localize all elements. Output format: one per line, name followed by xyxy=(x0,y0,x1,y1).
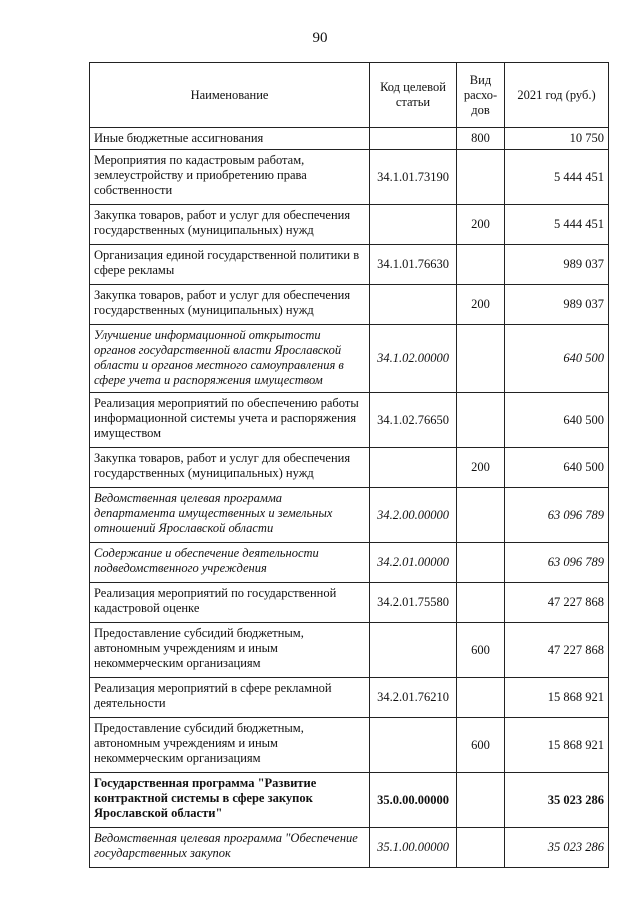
row-type-cell xyxy=(457,325,505,393)
page-number: 90 xyxy=(312,30,328,46)
row-type-cell: 600 xyxy=(457,623,505,678)
row-amount-cell: 640 500 xyxy=(505,393,609,448)
row-type-cell xyxy=(457,773,505,828)
row-code-cell xyxy=(370,623,457,678)
row-type-cell xyxy=(457,393,505,448)
row-code-cell: 34.1.01.73190 xyxy=(370,150,457,205)
row-amount-cell: 15 868 921 xyxy=(505,718,609,773)
table-row xyxy=(90,128,609,150)
row-code-cell: 34.2.01.75580 xyxy=(370,583,457,623)
row-type-cell xyxy=(457,543,505,583)
row-type-cell xyxy=(457,150,505,205)
table-header-row xyxy=(90,63,609,128)
row-amount-cell: 47 227 868 xyxy=(505,623,609,678)
row-name-cell: Содержание и обеспечение деятельности подведомственного учреждения xyxy=(90,543,370,583)
table-row xyxy=(90,718,609,773)
row-name-cell: Предоставление субсидий бюджетным, автономным учреждениям и иным некоммерческим организациям xyxy=(90,623,370,678)
row-type-cell: 200 xyxy=(457,205,505,245)
row-code-cell: 34.2.01.76210 xyxy=(370,678,457,718)
row-amount-cell: 5 444 451 xyxy=(505,150,609,205)
table-row xyxy=(90,245,609,285)
table-row xyxy=(90,828,609,868)
table-row xyxy=(90,678,609,718)
table-row xyxy=(90,393,609,448)
header-type: Вид расхо-дов xyxy=(457,63,505,128)
row-name-cell: Предоставление субсидий бюджетным, автономным учреждениям и иным некоммерческим организациям xyxy=(90,718,370,773)
table-row xyxy=(90,325,609,393)
row-type-cell: 800 xyxy=(457,128,505,150)
table-row xyxy=(90,488,609,543)
table-row xyxy=(90,150,609,205)
row-code-cell: 34.2.01.00000 xyxy=(370,543,457,583)
row-name-cell: Реализация мероприятий в сфере рекламной деятельности xyxy=(90,678,370,718)
row-name-cell: Ведомственная целевая программа "Обеспечение государственных закупок xyxy=(90,828,370,868)
row-amount-cell: 47 227 868 xyxy=(505,583,609,623)
row-name-cell: Реализация мероприятий по обеспечению работы информационной системы учета и распоряжения имуществом xyxy=(90,393,370,448)
table-body xyxy=(90,128,609,868)
row-code-cell xyxy=(370,448,457,488)
table-row xyxy=(90,773,609,828)
row-amount-cell: 989 037 xyxy=(505,285,609,325)
row-type-cell: 600 xyxy=(457,718,505,773)
row-amount-cell: 35 023 286 xyxy=(505,773,609,828)
row-code-cell: 35.1.00.00000 xyxy=(370,828,457,868)
row-type-cell xyxy=(457,583,505,623)
row-code-cell: 34.1.02.76650 xyxy=(370,393,457,448)
row-name-cell: Закупка товаров, работ и услуг для обеспечения государственных (муниципальных) нужд xyxy=(90,285,370,325)
row-code-cell xyxy=(370,205,457,245)
row-amount-cell: 35 023 286 xyxy=(505,828,609,868)
row-name-cell: Мероприятия по кадастровым работам, землеустройству и приобретению права собственности xyxy=(90,150,370,205)
row-code-cell xyxy=(370,285,457,325)
row-name-cell: Закупка товаров, работ и услуг для обеспечения государственных (муниципальных) нужд xyxy=(90,205,370,245)
table-row xyxy=(90,583,609,623)
row-amount-cell: 989 037 xyxy=(505,245,609,285)
row-name-cell: Организация единой государственной политики в сфере рекламы xyxy=(90,245,370,285)
row-code-cell xyxy=(370,128,457,150)
row-amount-cell: 15 868 921 xyxy=(505,678,609,718)
row-amount-cell: 63 096 789 xyxy=(505,543,609,583)
row-code-cell: 34.1.02.00000 xyxy=(370,325,457,393)
row-name-cell: Ведомственная целевая программа департамента имущественных и земельных отношений Ярославской области xyxy=(90,488,370,543)
row-name-cell: Закупка товаров, работ и услуг для обеспечения государственных (муниципальных) нужд xyxy=(90,448,370,488)
header-name: Наименование xyxy=(90,63,370,128)
row-amount-cell: 63 096 789 xyxy=(505,488,609,543)
row-name-cell: Иные бюджетные ассигнования xyxy=(90,128,370,150)
budget-table xyxy=(89,62,609,868)
row-code-cell: 35.0.00.00000 xyxy=(370,773,457,828)
table-row xyxy=(90,448,609,488)
row-code-cell: 34.2.00.00000 xyxy=(370,488,457,543)
row-type-cell: 200 xyxy=(457,448,505,488)
row-name-cell: Государственная программа "Развитие контрактной системы в сфере закупок Ярославской области" xyxy=(90,773,370,828)
row-amount-cell: 640 500 xyxy=(505,325,609,393)
table-row xyxy=(90,543,609,583)
row-amount-cell: 10 750 xyxy=(505,128,609,150)
header-amount: 2021 год (руб.) xyxy=(505,63,609,128)
row-name-cell: Улучшение информационной открытости органов государственной власти Ярославской области и органов местного самоуправления в сфере учета и распоряжения имуществом xyxy=(90,325,370,393)
row-type-cell xyxy=(457,828,505,868)
row-amount-cell: 5 444 451 xyxy=(505,205,609,245)
row-code-cell xyxy=(370,718,457,773)
header-code: Код целевой статьи xyxy=(370,63,457,128)
table-row xyxy=(90,285,609,325)
row-type-cell xyxy=(457,245,505,285)
row-amount-cell: 640 500 xyxy=(505,448,609,488)
row-type-cell xyxy=(457,488,505,543)
table-row xyxy=(90,623,609,678)
row-name-cell: Реализация мероприятий по государственной кадастровой оценке xyxy=(90,583,370,623)
row-type-cell xyxy=(457,678,505,718)
row-code-cell: 34.1.01.76630 xyxy=(370,245,457,285)
table-row xyxy=(90,205,609,245)
row-type-cell: 200 xyxy=(457,285,505,325)
